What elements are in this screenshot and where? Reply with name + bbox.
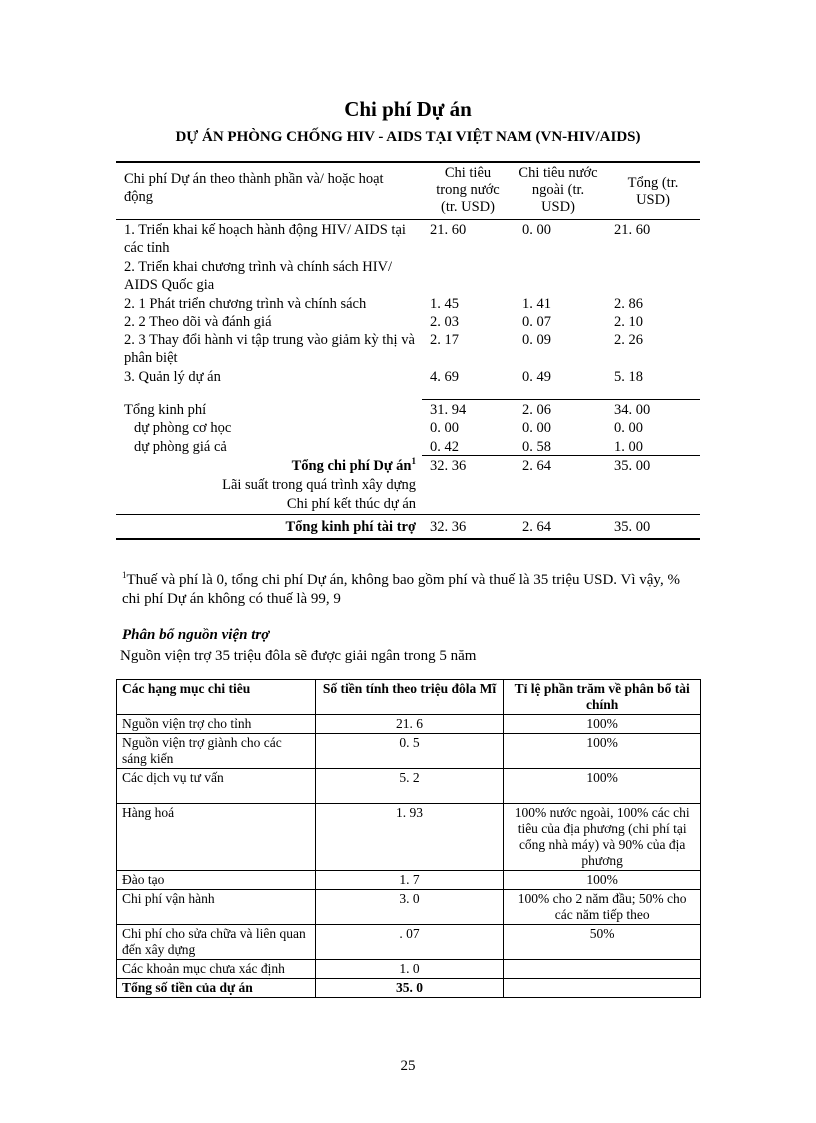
table-row (117, 769, 701, 804)
total-project-cost-text: Tổng chi phí Dự án (291, 458, 412, 474)
amount-cell: 5. 2 (315, 769, 504, 804)
table-row (117, 804, 701, 871)
item-cell: Đào tạo (117, 871, 316, 890)
row-domestic: 2. 03 (430, 314, 459, 330)
footnote-ref: 1 (411, 456, 416, 467)
percent-cell: 100% nước ngoài, 100% các chi tiêu của địa phương (chi phí tại cổng nhà máy) và 90% của địa phương (504, 804, 701, 871)
row-domestic: 2. 17 (430, 332, 459, 348)
base-cost-total: 34. 00 (614, 402, 651, 418)
price-contingency-foreign: 0. 58 (522, 439, 551, 455)
price-contingency-label: dự phòng giá cả (134, 439, 227, 455)
total-percent-cell (504, 979, 701, 998)
item-cell: Chi phí cho sửa chữa và liên quan đến xây dựng (117, 925, 316, 960)
total-project-cost-foreign: 2. 64 (522, 458, 551, 474)
row-total: 21. 60 (614, 222, 651, 238)
base-cost-domestic: 31. 94 (430, 402, 467, 418)
table-rule-header (116, 219, 700, 220)
item-cell: Chi phí vận hành (117, 890, 316, 925)
item-cell: Nguồn viện trợ giành cho các sáng kiến (117, 734, 316, 769)
row-total: 5. 18 (614, 369, 643, 385)
header-total: Tổng (tr. USD) (627, 175, 679, 208)
page-number: 25 (400, 1058, 416, 1074)
total-financing-domestic: 32. 36 (430, 519, 467, 535)
row-total: 2. 10 (614, 314, 643, 330)
footnote (122, 571, 702, 609)
row-total: 2. 26 (614, 332, 643, 348)
total-amount-cell: 35. 0 (315, 979, 504, 998)
percent-cell: 50% (504, 925, 701, 960)
table-total-row (117, 979, 701, 998)
item-cell: Các dịch vụ tư vấn (117, 769, 316, 804)
total-financing-total: 35. 00 (614, 519, 651, 535)
price-contingency-total: 1. 00 (614, 439, 643, 455)
table-rule-subtotal (422, 399, 700, 400)
header-foreign: Chi tiêu nước ngoài (tr. USD) (518, 165, 598, 215)
row-label: 1. Triển khai kế hoạch hành động HIV/ AIDS tại các tỉnh (124, 222, 406, 256)
table-header-row (117, 680, 701, 715)
percent-cell: 100% (504, 734, 701, 769)
amount-cell: . 07 (315, 925, 504, 960)
total-financing-label: Tổng kinh phí tài trợ (285, 519, 416, 535)
row-domestic: 21. 60 (430, 222, 467, 238)
table-row (117, 871, 701, 890)
row-foreign: 0. 07 (522, 314, 551, 330)
row-total: 2. 86 (614, 296, 643, 312)
physical-contingency-label: dự phòng cơ học (134, 420, 232, 436)
row-label: 2. 3 Thay đổi hành vi tập trung vào giảm kỳ thị và phân biệt (124, 332, 415, 366)
percent-cell (504, 960, 701, 979)
total-project-cost-total: 35. 00 (614, 458, 651, 474)
interest-label: Lãi suất trong quá trình xây dựng (222, 477, 416, 493)
amount-cell: 21. 6 (315, 715, 504, 734)
section-text: Nguồn viện trợ 35 triệu đôla sẽ được giải ngân trong 5 năm (120, 648, 477, 664)
section-title: Phân bổ nguồn viện trợ (122, 627, 270, 643)
table-row (117, 925, 701, 960)
row-label: 2. Triển khai chương trình và chính sách HIV/ AIDS Quốc gia (124, 259, 393, 293)
physical-contingency-foreign: 0. 00 (522, 420, 551, 436)
table-row (117, 734, 701, 769)
header-component: Chi phí Dự án theo thành phần và/ hoặc hoạt động (124, 171, 384, 205)
page-subtitle: DỰ ÁN PHÒNG CHỐNG HIV - AIDS TẠI VIỆT NAM (VN-HIV/AIDS) (175, 129, 641, 145)
table-row (117, 715, 701, 734)
row-domestic: 4. 69 (430, 369, 459, 385)
allocation-table (116, 679, 701, 998)
row-foreign: 1. 41 (522, 296, 551, 312)
percent-cell: 100% (504, 715, 701, 734)
page-title: Chi phí Dự án (344, 97, 472, 121)
closing-fee-label: Chi phí kết thúc dự án (286, 496, 416, 512)
row-foreign: 0. 09 (522, 332, 551, 348)
table-row (117, 960, 701, 979)
header-item: Các hạng mục chi tiêu (117, 680, 316, 715)
amount-cell: 1. 0 (315, 960, 504, 979)
row-label: 3. Quản lý dự án (124, 369, 221, 385)
total-financing-foreign: 2. 64 (522, 519, 551, 535)
item-cell: Hàng hoá (117, 804, 316, 871)
base-cost-foreign: 2. 06 (522, 402, 551, 418)
percent-cell: 100% (504, 871, 701, 890)
row-foreign: 0. 49 (522, 369, 551, 385)
base-cost-label: Tổng kinh phí (124, 402, 207, 418)
table-rule-bottom (116, 538, 700, 540)
table-rule-top (116, 161, 700, 163)
footnote-marker: 1 (122, 570, 127, 580)
total-item-cell: Tổng số tiền của dự án (117, 979, 316, 998)
physical-contingency-domestic: 0. 00 (430, 420, 459, 436)
physical-contingency-total: 0. 00 (614, 420, 643, 436)
table-rule-contingency (422, 455, 700, 456)
row-foreign: 0. 00 (522, 222, 551, 238)
footnote-text: Thuế và phí là 0, tổng chi phí Dự án, không bao gồm phí và thuế là 35 triệu USD. Vì vậy, % chi phí Dự án không có thuế là 99, 9 (122, 572, 680, 607)
table-row (117, 890, 701, 925)
table-rule-financing (116, 514, 700, 515)
row-domestic: 1. 45 (430, 296, 459, 312)
header-amount: Số tiền tính theo triệu đôla Mĩ (315, 680, 504, 715)
amount-cell: 3. 0 (315, 890, 504, 925)
row-label: 2. 2 Theo dõi và đánh giá (124, 314, 272, 330)
header-domestic: Chi tiêu trong nước (tr. USD) (436, 165, 500, 215)
header-percent: Tỉ lệ phần trăm về phân bổ tài chính (504, 680, 701, 715)
item-cell: Các khoản mục chưa xác định (117, 960, 316, 979)
percent-cell: 100% cho 2 năm đầu; 50% cho các năm tiếp theo (504, 890, 701, 925)
amount-cell: 1. 93 (315, 804, 504, 871)
price-contingency-domestic: 0. 42 (430, 439, 459, 455)
row-label: 2. 1 Phát triển chương trình và chính sách (124, 296, 367, 312)
percent-cell: 100% (504, 769, 701, 804)
total-project-cost-label (124, 457, 416, 475)
amount-cell: 1. 7 (315, 871, 504, 890)
amount-cell: 0. 5 (315, 734, 504, 769)
item-cell: Nguồn viện trợ cho tỉnh (117, 715, 316, 734)
total-project-cost-domestic: 32. 36 (430, 458, 467, 474)
